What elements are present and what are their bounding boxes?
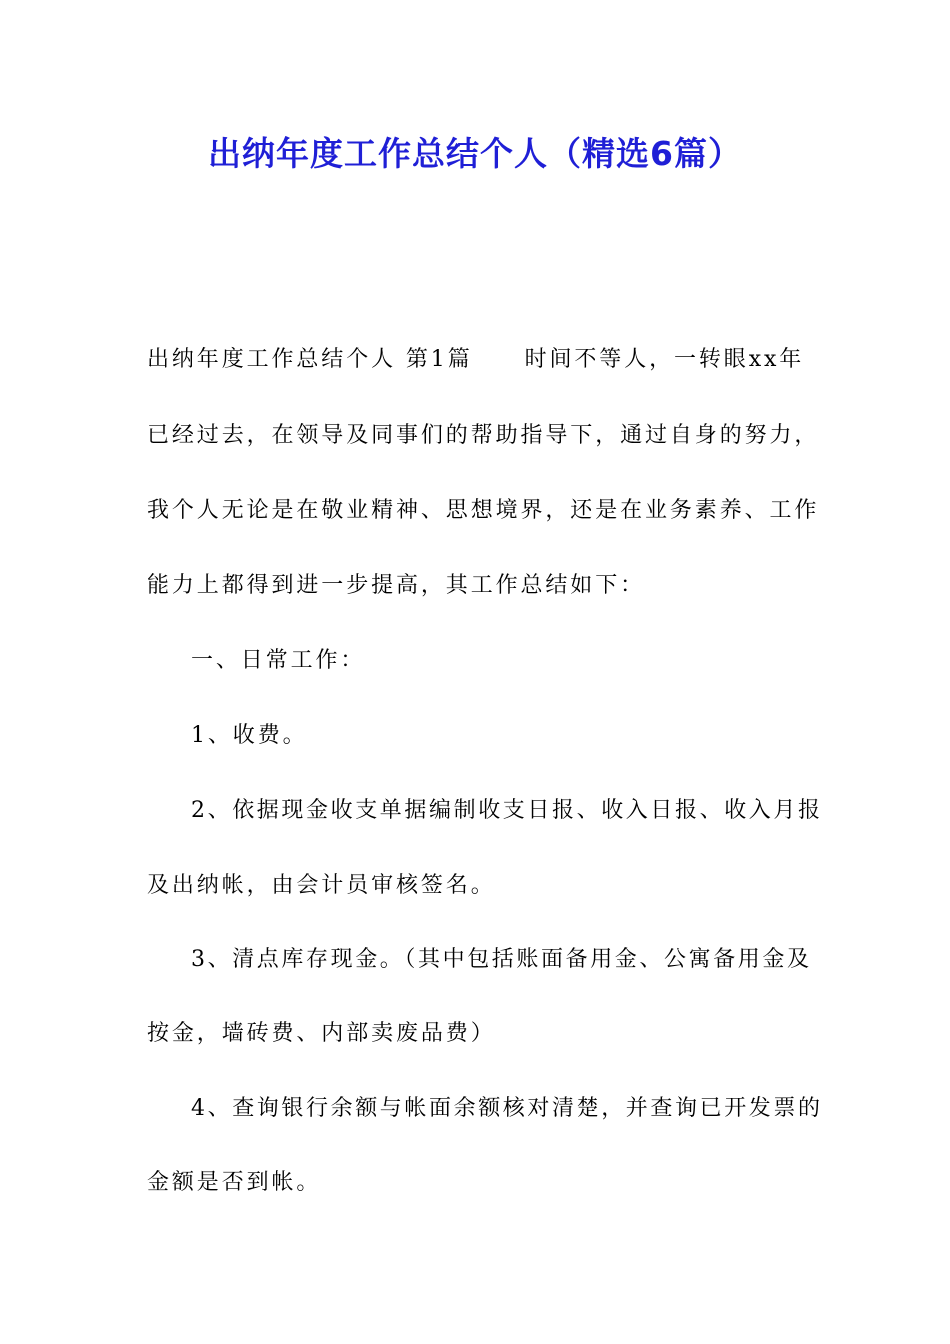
paragraph-line: 及出纳帐，由会计员审核签名。: [147, 873, 496, 898]
paragraph-line: [147, 342, 807, 378]
list-item: 1、收费。: [191, 723, 308, 748]
paragraph-line: 按金，墙砖费、内部卖废品费）: [147, 1021, 496, 1046]
paragraph-line: 我个人无论是在敬业精神、思想境界，还是在业务素养、工作: [147, 498, 820, 523]
list-item: 3、清点库存现金。（其中包括账面备用金、公寓备用金及: [191, 947, 812, 972]
document-title: 出纳年度工作总结个人（精选6篇）: [208, 134, 742, 173]
paragraph-line: 已经过去，在领导及同事们的帮助指导下，通过自身的努力，: [147, 423, 820, 448]
list-item: 4、查询银行余额与帐面余额核对清楚，并查询已开发票的: [191, 1096, 823, 1121]
paragraph-text: 时间不等人，一转眼xx年: [524, 347, 805, 372]
paragraph-line: 能力上都得到进一步提高，其工作总结如下：: [147, 573, 646, 598]
paragraph-line: 金额是否到帐。: [147, 1170, 322, 1195]
section-heading-inline: 出纳年度工作总结个人 第1篇: [147, 347, 473, 372]
section-heading: 一、日常工作：: [191, 648, 366, 673]
list-item: 2、依据现金收支单据编制收支日报、收入日报、收入月报: [191, 798, 823, 823]
